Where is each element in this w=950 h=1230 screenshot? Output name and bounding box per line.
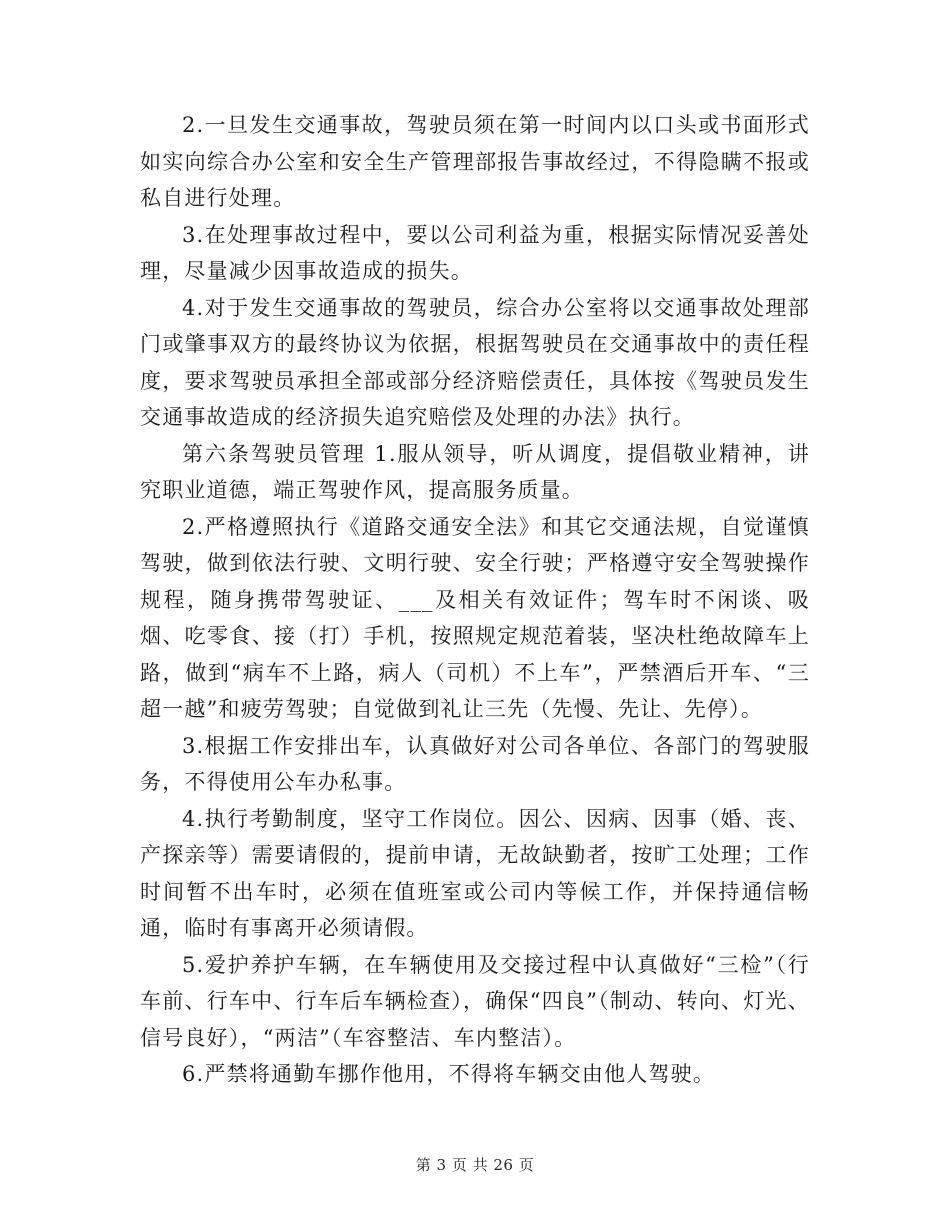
- paragraph: 5.爱护养护车辆，在车辆使用及交接过程中认真做好“三检”（行车前、行车中、行车后车辆检查），确保“四良”（制动、转向、灯光、信号良好），“两洁”（车容整洁、车内整洁）。: [140, 952, 810, 1050]
- page-number-footer: 第 3 页 共 26 页: [415, 1156, 535, 1174]
- paragraph: 4.执行考勤制度，坚守工作岗位。因公、因病、因事（婚、丧、产探亲等）需要请假的，提前申请，无故缺勤者，按旷工处理；工作时间暂不出车时，必须在值班室或公司内等候工作，并保持通信畅通，临时有事离开必须请假。: [140, 806, 810, 940]
- paragraph: 2.严格遵照执行《道路交通安全法》和其它交通法规，自觉谨慎驾驶，做到依法行驶、文明行驶、安全行驶；严格遵守安全驾驶操作规程，随身携带驾驶证、___及相关有效证件；驾车时不闲谈、吸烟、吃零食、接（打）手机，按照规定规范着装，坚决杜绝故障车上路，做到“病车不上路，病人（司机）不上车”，严禁酒后开车、“三超一越”和疲劳驾驶；自觉做到礼让三先（先慢、先让、先停）。: [140, 514, 810, 721]
- paragraph: 2.一旦发生交通事故，驾驶员须在第一时间内以口头或书面形式如实向综合办公室和安全生产管理部报告事故经过，不得隐瞒不报或私自进行处理。: [140, 113, 810, 210]
- paragraph: 第六条驾驶员管理 1.服从领导，听从调度，提倡敬业精神，讲究职业道德，端正驾驶作风，提高服务质量。: [140, 441, 810, 502]
- paragraph: 6.严禁将通勤车挪作他用，不得将车辆交由他人驾驶。: [182, 1062, 716, 1086]
- paragraph: 3.在处理事故过程中，要以公司利益为重，根据实际情况妥善处理，尽量减少因事故造成的损失。: [140, 222, 810, 283]
- paragraph: 4.对于发生交通事故的驾驶员，综合办公室将以交通事故处理部门或肇事双方的最终协议为依据，根据驾驶员在交通事故中的责任程度，要求驾驶员承担全部或部分经济赔偿责任，具体按《驾驶员发生交通事故造成的经济损失追究赔偿及处理的办法》执行。: [140, 295, 810, 429]
- paragraph: 3.根据工作安排出车，认真做好对公司各单位、各部门的驾驶服务，不得使用公车办私事。: [140, 733, 810, 794]
- document-body: [140, 107, 810, 1093]
